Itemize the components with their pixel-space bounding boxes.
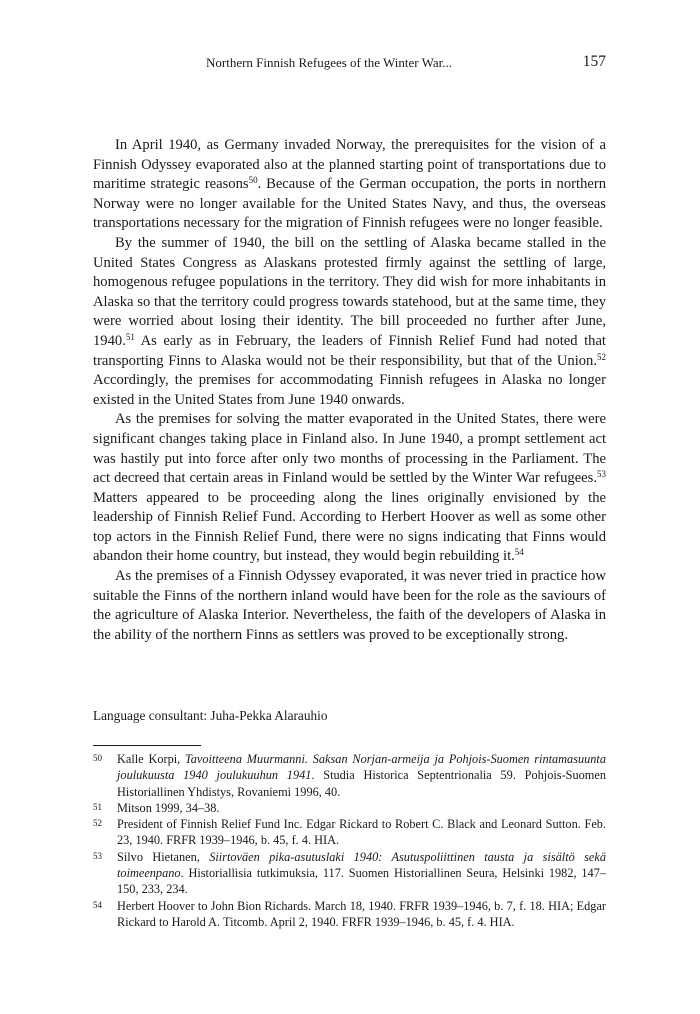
footnote-number: 50 <box>93 753 102 763</box>
footnote-52 <box>93 816 606 849</box>
footnote-details: . Historiallisia tutkimuksia, 117. Suomen Historiallinen Seura, Helsinki 1982, 147–150, 233, 234. <box>117 866 606 897</box>
footnote-text: Mitson 1999, 34–38. <box>117 800 220 815</box>
footnote-50 <box>93 751 606 800</box>
paragraph-text: By the summer of 1940, the bill on the settling of Alaska became stalled in the United States Congress as Alaskans protested firmly against the settling of large, homogenous refugee populations in the territory. They did wish for more inhabitants in Alaska so that the territory could progress towards statehood, but at the same time, they were worried about losing their identity. The bill proceeded no further after June, 1940. <box>93 234 606 349</box>
footnote-text: President of Finnish Relief Fund Inc. Edgar Rickard to Robert C. Black and Leonard Sutton. Feb. 23, 1940. FRFR 1939–1946, b. 45, f. 4. HIA. <box>117 817 606 848</box>
paragraph-text: . Because of the German occupation, the ports in northern Norway were no longer available for the United States Navy, and thus, the overseas transportations necessary for the migration of Finnish refugees were no longer feasible. <box>93 176 606 232</box>
footnote-ref-54: 54 <box>514 547 524 558</box>
footnote-number: 51 <box>93 801 102 812</box>
footnote-author: Kalle Korpi, <box>117 752 186 766</box>
language-consultant: Language consultant: Juha-Pekka Alarauhio <box>93 708 328 723</box>
footnote-title: Tavoitteena Muurmanni. Saksan Norjan-armeija ja Pohjois-Suomen rintamasuunta joulukuusta 1940 joulukuuhun 1941 <box>117 752 606 783</box>
paragraph-text: As early as in February, the leaders of Finnish Relief Fund had noted that transporting Finns to Alaska would not be their responsibility, but that of the Union. <box>93 332 606 369</box>
main-text <box>93 136 606 645</box>
footnote-ref-53: 53 <box>597 469 606 480</box>
paragraph-text: In April 1940, as Germany invaded Norway, the prerequisites for the vision of a Finnish Odyssey evaporated also at the planned starting point of transportations due to maritime strategic reasons <box>93 137 606 193</box>
paragraph-text: Matters appeared to be proceeding along the lines originally envisioned by the leadership of Finnish Relief Fund. According to Herbert Hoover as well as some other top actors in the Finnish Relief Fund, there were no signs indicating that Finns would abandon their home country, but instead, they would begin rebuilding it. <box>93 489 606 565</box>
footnote-text <box>117 751 606 800</box>
paragraph-2 <box>93 234 606 410</box>
footnote-ref-50: 50 <box>248 175 258 186</box>
footnote-53 <box>93 849 606 898</box>
footnote-details: . Studia Historica Septentrionalia 59. Pohjois-Suomen Historiallinen Yhdistys, Rovaniemi 1996, 40. <box>117 768 606 799</box>
footnote-number: 53 <box>93 850 102 861</box>
running-header <box>92 53 606 73</box>
footnote-text <box>117 849 606 898</box>
footnote-number: 52 <box>93 818 102 829</box>
footnote-ref-52: 52 <box>597 351 606 362</box>
paragraph-text: As the premises for solving the matter evaporated in the United States, there were significant changes taking place in Finland also. In June 1940, a prompt settlement act was hastily put into force after only two months of processing in the Parliament. The act decreed that certain areas in Finland would be settled by the Winter War refugees. <box>93 411 606 487</box>
page-number: 157 <box>582 53 606 70</box>
paragraph-4: As the premises of a Finnish Odyssey evaporated, it was never tried in practice how suitable the Finns of the northern inland would have been for the role as the saviours of the agriculture of Alaska Interior. Nevertheless, the faith of the developers of Alaska in the ability of the northern Finns as settlers was proved to be exceptionally strong. <box>93 568 606 643</box>
footnote-author: Silvo Hietanen, <box>117 849 210 864</box>
footnote-54 <box>93 898 606 931</box>
footnotes <box>93 751 606 930</box>
paragraph-text: Accordingly, the premises for accommodating Finnish refugees in Alaska no longer existed in the United States from June 1940 onwards. <box>93 372 606 408</box>
paragraph-3 <box>93 410 606 567</box>
footnote-title: Siirtoväen pika-asutuslaki 1940: Asutuspoliittinen tausta ja sisältö sekä toimeenpano <box>117 849 606 881</box>
running-title: Northern Finnish Refugees of the Winter War... <box>206 55 452 70</box>
footnote-51 <box>93 800 606 816</box>
footnote-ref-51: 51 <box>125 331 135 342</box>
footnote-text: Herbert Hoover to John Bion Richards. March 18, 1940. FRFR 1939–1946, b. 7, f. 18. HIA; Edgar Rickard to Harold A. Titcomb. April 2, 1940. FRFR 1939–1946, b. 45, f. 4. HIA. <box>117 898 606 929</box>
footnote-number: 54 <box>93 899 102 910</box>
paragraph-1 <box>93 136 606 234</box>
footnote-divider <box>93 745 201 746</box>
